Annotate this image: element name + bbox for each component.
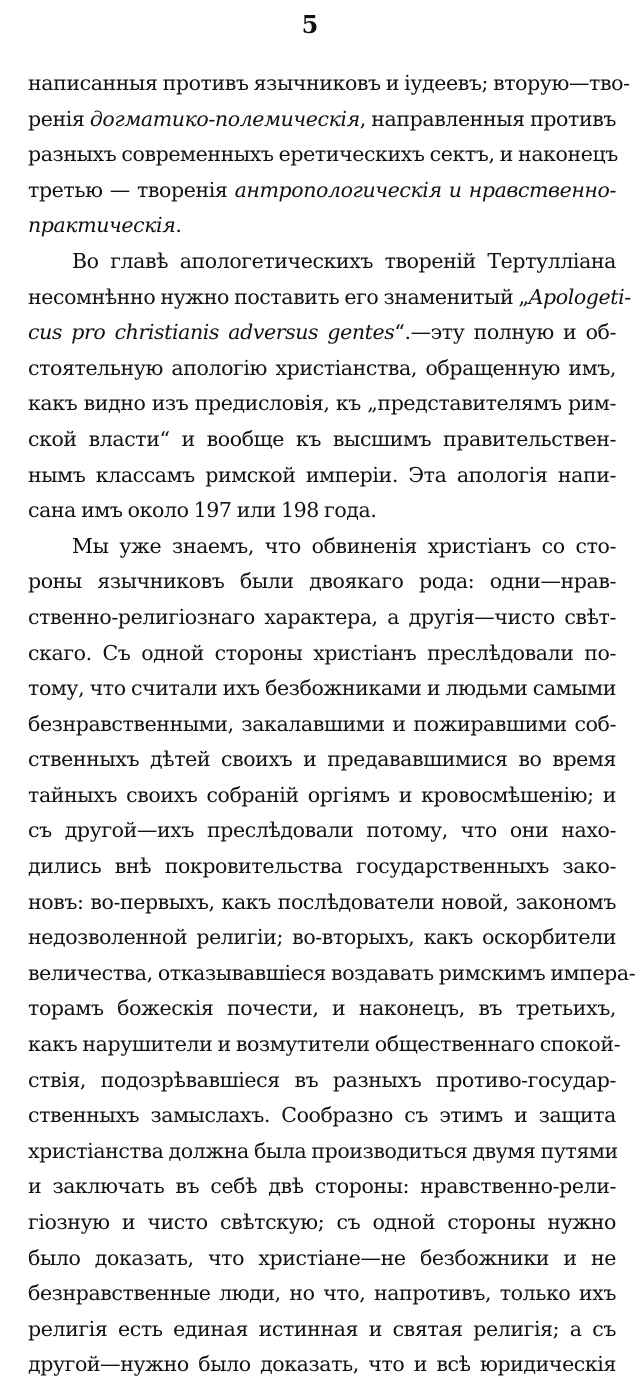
text-line: [28, 529, 616, 565]
text-line: [28, 778, 616, 814]
text-line: [28, 315, 616, 351]
text-line: [28, 66, 630, 102]
text-line: [28, 1169, 616, 1205]
text-line: [28, 244, 616, 280]
text-line: [28, 742, 616, 778]
text-line: [28, 1027, 621, 1063]
text-line: [28, 458, 616, 494]
text-segment: было доказать, что христіане—не безбожники и не: [28, 1245, 616, 1270]
text-line: [28, 102, 616, 138]
text-segment: религія есть единая истинная и святая религія; а съ: [28, 1316, 616, 1341]
text-line: [28, 386, 616, 422]
text-line: [28, 956, 635, 992]
text-line: [28, 1063, 616, 1099]
text-line: [28, 351, 616, 387]
text-segment: тому, что считали ихъ безбожниками и людьми самыми: [28, 676, 616, 701]
text-line: [28, 1241, 616, 1277]
text-line: [28, 1276, 616, 1312]
italic-text-segment: практическія: [28, 213, 176, 238]
text-line: [28, 422, 616, 458]
text-line: [28, 1098, 616, 1134]
text-segment: сана имъ около 197 или 198 года.: [28, 498, 377, 523]
text-segment: .: [175, 213, 182, 238]
text-segment: , направленныя противъ: [359, 106, 616, 131]
text-line: [28, 920, 616, 956]
text-segment: безнравственными, закалавшими и пожиравшими соб-: [28, 711, 616, 736]
text-segment: тайныхъ своихъ собраній оргіямъ и кровосмѣшенію; и: [28, 782, 616, 807]
text-segment: “.—эту полную и об-: [394, 320, 616, 345]
text-segment: ской власти“ и вообще къ высшимъ правительствен-: [28, 426, 616, 451]
text-segment: гіозную и чисто свѣтскую; съ одной стороны нужно: [28, 1210, 616, 1234]
italic-text-segment: догматико-полемическія: [89, 106, 360, 131]
text-segment: торамъ божескія почести, и наконецъ, въ третьихъ,: [28, 996, 616, 1021]
text-line: [28, 849, 616, 885]
text-segment: и заключать въ себѣ двѣ стороны: нравственно-рели-: [28, 1174, 616, 1199]
text-segment: Мы уже знаемъ, что обвиненія христіанъ со сто-: [72, 533, 616, 558]
italic-text-segment: cus pro christianis adversus gentes: [28, 320, 395, 345]
text-segment: стоятельную апологію христіанства, обращенную имъ,: [28, 355, 616, 380]
text-segment: дились внѣ покровительства государственныхъ зако-: [28, 854, 616, 879]
text-line: [28, 137, 616, 173]
text-segment: ствія, подозрѣвавшіеся въ разныхъ противо-государ-: [28, 1067, 616, 1092]
text-segment: какъ видно изъ предисловія, къ „представителямъ рим-: [28, 391, 616, 416]
text-line: [28, 707, 616, 743]
text-segment: христіанства должна была производиться двумя путями: [28, 1138, 618, 1163]
italic-text-segment: антропологическія и нравственно-: [234, 177, 616, 202]
text-segment: Во главѣ апологетическихъ твореній Тертулліана: [72, 248, 616, 273]
text-segment: съ другой—ихъ преслѣдовали потому, что они нахо-: [28, 818, 616, 843]
text-segment: недозволенной религіи; во-вторыхъ, какъ оскорбители: [28, 925, 616, 950]
text-segment: другой—нужно было доказать, что и всѣ юридическія: [28, 1352, 616, 1377]
text-line: [28, 991, 616, 1027]
text-line: [28, 885, 616, 921]
text-segment: новъ: во-первыхъ, какъ послѣдователи новой, закономъ: [28, 889, 616, 914]
text-line: [28, 173, 616, 209]
body-text: [28, 66, 635, 1383]
text-segment: разныхъ современныхъ еретическихъ сектъ, и наконецъ: [28, 142, 618, 167]
text-segment: несомнѣнно нужно поставить его знаменитый „: [28, 284, 529, 309]
text-segment: величества, отказывавшіеся воздавать римскимъ импера-: [28, 960, 635, 985]
text-line: [28, 280, 631, 316]
text-line: [28, 1312, 616, 1348]
text-line: [28, 600, 616, 636]
text-segment: написанныя противъ язычниковъ и іудеевъ; вторую—тво-: [28, 71, 630, 95]
text-line: [28, 1134, 616, 1170]
text-line: [28, 564, 616, 600]
text-segment: скаго. Съ одной стороны христіанъ преслѣдовали по-: [28, 640, 616, 665]
text-segment: ственно-религіознаго характера, а другія—чисто свѣт-: [28, 604, 616, 629]
italic-text-segment: Apologeti-: [528, 284, 631, 309]
text-line: [28, 813, 616, 849]
text-segment: нымъ классамъ римской имперіи. Эта апологія напи-: [28, 462, 616, 487]
text-line: [28, 1347, 616, 1383]
text-segment: ственныхъ замыслахъ. Сообразно съ этимъ и защита: [28, 1103, 616, 1128]
text-segment: ственныхъ дѣтей своихъ и предававшимися во время: [28, 747, 616, 772]
text-line: [28, 671, 616, 707]
page-number: 5: [301, 10, 319, 39]
text-line: [28, 1205, 616, 1241]
text-line: [28, 493, 616, 529]
text-line: [28, 208, 616, 244]
text-segment: роны язычниковъ были двоякаго рода: одни—нрав-: [28, 569, 616, 594]
text-segment: ренія: [28, 106, 90, 131]
text-line: [28, 636, 616, 672]
text-segment: третью — творенія: [28, 177, 235, 202]
text-segment: безнравственные люди, но что, напротивъ, только ихъ: [28, 1281, 616, 1306]
text-segment: какъ нарушители и возмутители общественнаго спокой-: [28, 1032, 621, 1057]
